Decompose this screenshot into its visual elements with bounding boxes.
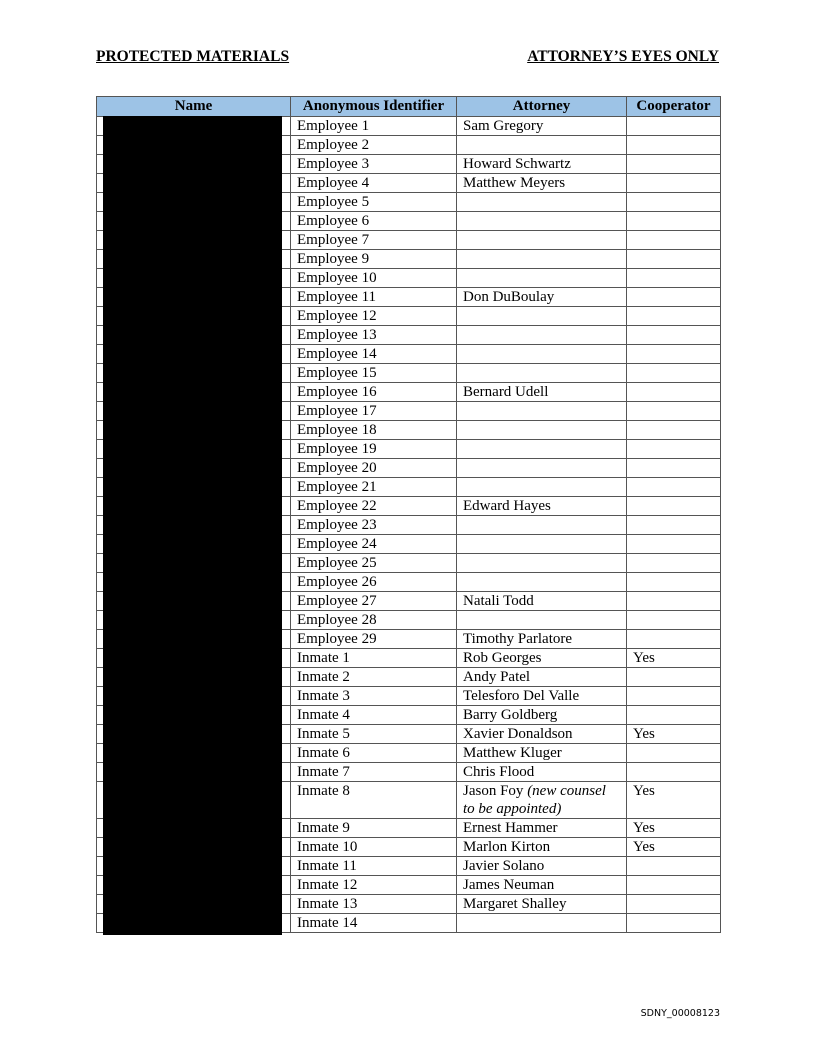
attorney-cell (457, 592, 627, 611)
cooperator-cell (627, 914, 721, 933)
attorney-name: Matthew Meyers (463, 175, 566, 191)
cooperator-cell (627, 573, 721, 592)
attorney-name: Rob Georges (463, 650, 542, 666)
attorney-name: Marlon Kirton (463, 839, 551, 855)
attorney-cell (457, 155, 627, 174)
cooperator-cell (627, 117, 721, 136)
cooperator-cell: Yes (627, 649, 721, 668)
attorney-name: Telesforo Del Valle (463, 688, 580, 704)
identifier-cell: Inmate 4 (291, 706, 457, 725)
protected-materials-heading: PROTECTED MATERIALS (96, 48, 290, 65)
attorney-name: Chris Flood (463, 764, 535, 780)
cooperator-cell (627, 857, 721, 876)
identifier-cell: Inmate 6 (291, 744, 457, 763)
cooperator-column-header: Cooperator (627, 97, 721, 117)
identifier-cell: Inmate 10 (291, 838, 457, 857)
cooperator-cell (627, 288, 721, 307)
cooperator-cell (627, 212, 721, 231)
attorney-cell (457, 421, 627, 440)
attorney-cell (457, 687, 627, 706)
attorney-cell (457, 174, 627, 193)
attorney-cell (457, 914, 627, 933)
attorney-cell (457, 440, 627, 459)
attorney-cell (457, 554, 627, 573)
attorney-name: Andy Patel (463, 669, 531, 685)
identifier-cell: Inmate 3 (291, 687, 457, 706)
identifier-cell: Employee 26 (291, 573, 457, 592)
attorney-cell (457, 725, 627, 744)
identifier-cell: Employee 28 (291, 611, 457, 630)
attorney-name: James Neuman (463, 877, 555, 893)
cooperator-cell: Yes (627, 819, 721, 838)
cooperator-cell (627, 383, 721, 402)
identifier-cell: Employee 4 (291, 174, 457, 193)
attorney-cell (457, 668, 627, 687)
attorney-name: Don DuBoulay (463, 289, 555, 305)
name-column-header: Name (97, 97, 291, 117)
cooperator-cell (627, 687, 721, 706)
attorney-cell (457, 516, 627, 535)
identifier-cell: Employee 22 (291, 497, 457, 516)
attorney-cell (457, 782, 627, 819)
identifier-cell: Inmate 12 (291, 876, 457, 895)
cooperator-cell (627, 231, 721, 250)
identifier-cell: Employee 15 (291, 364, 457, 383)
attorney-name: Natali Todd (463, 593, 534, 609)
identifier-cell: Employee 16 (291, 383, 457, 402)
attorney-cell (457, 573, 627, 592)
identifier-cell: Inmate 1 (291, 649, 457, 668)
cooperator-cell (627, 326, 721, 345)
attorney-cell (457, 193, 627, 212)
attorney-name: Timothy Parlatore (463, 631, 573, 647)
identifier-cell: Employee 25 (291, 554, 457, 573)
attorney-cell (457, 857, 627, 876)
identifier-cell: Employee 5 (291, 193, 457, 212)
attorney-name: Sam Gregory (463, 118, 544, 134)
attorney-name: Margaret Shalley (463, 896, 567, 912)
cooperator-cell (627, 763, 721, 782)
attorney-cell (457, 269, 627, 288)
cooperator-cell (627, 535, 721, 554)
identifier-cell: Inmate 8 (291, 782, 457, 819)
attorney-cell (457, 819, 627, 838)
attorney-cell (457, 402, 627, 421)
attorney-cell (457, 838, 627, 857)
attorney-cell (457, 497, 627, 516)
cooperator-cell (627, 630, 721, 649)
attorney-cell (457, 876, 627, 895)
identifier-cell: Inmate 7 (291, 763, 457, 782)
attorney-name: Javier Solano (463, 858, 545, 874)
identifier-cell: Employee 9 (291, 250, 457, 269)
identifier-cell: Employee 10 (291, 269, 457, 288)
name-column-redaction (103, 116, 282, 935)
identifier-cell: Employee 1 (291, 117, 457, 136)
attorney-name: Matthew Kluger (463, 745, 562, 761)
cooperator-cell (627, 516, 721, 535)
identifier-cell: Employee 18 (291, 421, 457, 440)
attorney-name: Jason Foy (463, 783, 524, 799)
attorney-cell (457, 212, 627, 231)
cooperator-cell (627, 307, 721, 326)
attorney-name: Edward Hayes (463, 498, 551, 514)
identifier-cell: Employee 6 (291, 212, 457, 231)
identifier-cell: Employee 23 (291, 516, 457, 535)
attorney-name: Howard Schwartz (463, 156, 571, 172)
identifier-cell: Employee 14 (291, 345, 457, 364)
cooperator-cell (627, 478, 721, 497)
identifier-column-header: Anonymous Identifier (291, 97, 457, 117)
identifier-cell: Employee 20 (291, 459, 457, 478)
attorneys-eyes-only-heading: ATTORNEY’S EYES ONLY (527, 48, 719, 65)
cooperator-cell (627, 193, 721, 212)
cooperator-cell (627, 895, 721, 914)
attorney-cell (457, 459, 627, 478)
identifier-cell: Inmate 5 (291, 725, 457, 744)
identifier-cell: Inmate 9 (291, 819, 457, 838)
identifier-cell: Employee 3 (291, 155, 457, 174)
attorney-cell (457, 895, 627, 914)
cooperator-cell (627, 611, 721, 630)
cooperator-cell (627, 269, 721, 288)
attorney-cell (457, 535, 627, 554)
identifier-cell: Employee 12 (291, 307, 457, 326)
attorney-note: (new counsel to be appointed) (463, 783, 606, 817)
cooperator-cell (627, 155, 721, 174)
cooperator-cell (627, 250, 721, 269)
bates-number: SDNY_00008123 (640, 1008, 720, 1019)
attorney-cell (457, 250, 627, 269)
attorney-cell (457, 383, 627, 402)
identifier-cell: Employee 2 (291, 136, 457, 155)
attorney-cell (457, 478, 627, 497)
cooperator-cell (627, 744, 721, 763)
identifier-cell: Employee 11 (291, 288, 457, 307)
cooperator-cell: Yes (627, 725, 721, 744)
cooperator-cell (627, 554, 721, 573)
identifier-cell: Employee 24 (291, 535, 457, 554)
attorney-name: Barry Goldberg (463, 707, 558, 723)
attorney-cell (457, 345, 627, 364)
identifier-cell: Employee 13 (291, 326, 457, 345)
cooperator-cell (627, 706, 721, 725)
identifier-cell: Employee 7 (291, 231, 457, 250)
identifier-cell: Employee 27 (291, 592, 457, 611)
identifier-cell: Employee 21 (291, 478, 457, 497)
cooperator-cell: Yes (627, 838, 721, 857)
identifier-cell: Inmate 13 (291, 895, 457, 914)
attorney-cell (457, 706, 627, 725)
attorney-cell (457, 763, 627, 782)
attorney-name: Bernard Udell (463, 384, 549, 400)
table-header-row (97, 97, 721, 117)
attorney-name: Xavier Donaldson (463, 726, 573, 742)
attorney-cell (457, 307, 627, 326)
attorney-cell (457, 326, 627, 345)
cooperator-cell (627, 364, 721, 383)
attorney-cell (457, 364, 627, 383)
cooperator-cell (627, 174, 721, 193)
identifier-cell: Inmate 2 (291, 668, 457, 687)
attorney-cell (457, 649, 627, 668)
attorney-cell (457, 288, 627, 307)
attorney-name: Ernest Hammer (463, 820, 558, 836)
cooperator-cell (627, 497, 721, 516)
cooperator-cell (627, 668, 721, 687)
identifier-cell: Inmate 14 (291, 914, 457, 933)
identifier-cell: Employee 29 (291, 630, 457, 649)
identifier-cell: Inmate 11 (291, 857, 457, 876)
attorney-cell (457, 231, 627, 250)
attorney-cell (457, 611, 627, 630)
cooperator-cell (627, 876, 721, 895)
attorney-cell (457, 136, 627, 155)
cooperator-cell (627, 421, 721, 440)
attorney-cell (457, 744, 627, 763)
cooperator-cell (627, 459, 721, 478)
identifier-cell: Employee 19 (291, 440, 457, 459)
cooperator-cell: Yes (627, 782, 721, 819)
attorney-cell (457, 117, 627, 136)
cooperator-cell (627, 136, 721, 155)
attorney-cell (457, 630, 627, 649)
cooperator-cell (627, 402, 721, 421)
attorney-column-header: Attorney (457, 97, 627, 117)
identifier-cell: Employee 17 (291, 402, 457, 421)
cooperator-cell (627, 345, 721, 364)
cooperator-cell (627, 440, 721, 459)
cooperator-cell (627, 592, 721, 611)
